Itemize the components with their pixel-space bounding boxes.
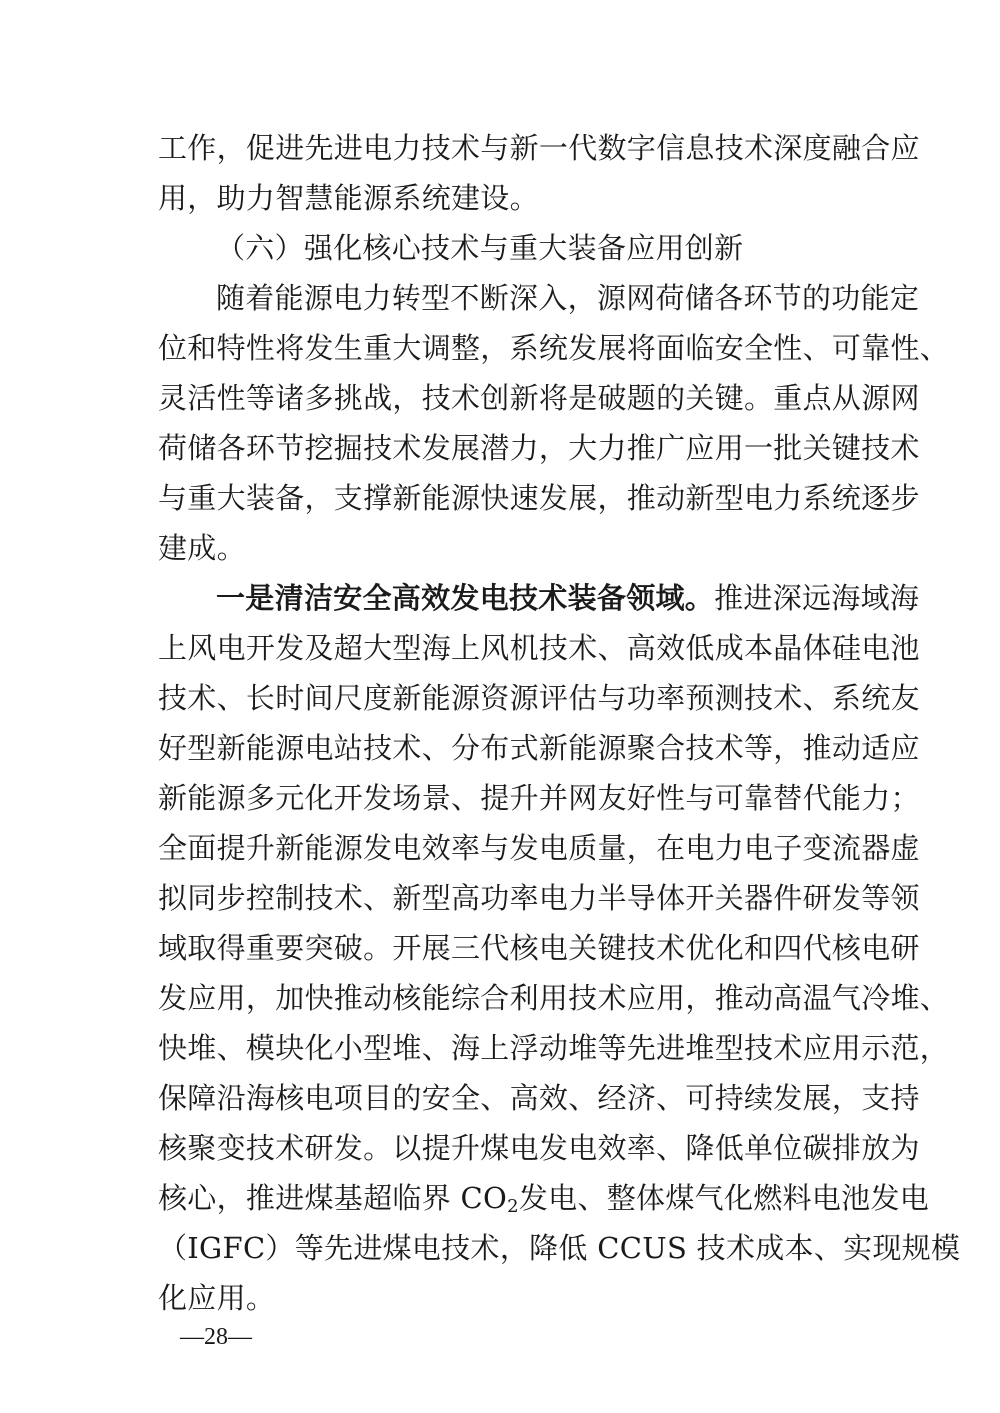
subscript: 2	[507, 1196, 519, 1217]
paragraph-line: 建成。	[158, 531, 246, 565]
paragraph-line: 位和特性将发生重大调整，系统发展将面临安全性、可靠性、	[158, 331, 950, 365]
paragraph-line: 快堆、模块化小型堆、海上浮动堆等先进堆型技术应用示范，	[158, 1031, 950, 1065]
paragraph-text: 推进深远海域海	[714, 581, 920, 615]
paragraph-line: 全面提升新能源发电效率与发电质量，在电力电子变流器虚	[158, 831, 920, 865]
paragraph-line: 保障沿海核电项目的安全、高效、经济、可持续发展，支持	[158, 1081, 920, 1115]
paragraph-line: 拟同步控制技术、新型高功率电力半导体开关器件研发等领	[158, 881, 920, 915]
paragraph-line: 灵活性等诸多挑战，技术创新将是破题的关键。重点从源网	[158, 381, 920, 415]
paragraph-line: 化应用。	[158, 1281, 276, 1315]
paragraph-line	[158, 1178, 930, 1218]
paragraph-line: 核聚变技术研发。以提升煤电发电效率、降低单位碳排放为	[158, 1131, 920, 1165]
page-number: —28—	[180, 1324, 252, 1350]
paragraph-line: 用，助力智慧能源系统建设。	[158, 181, 539, 215]
paragraph-line: 新能源多元化开发场景、提升并网友好性与可靠替代能力；	[158, 781, 920, 815]
paragraph-text: 发电、整体煤气化燃料电池发电	[518, 1181, 930, 1215]
paragraph-line	[216, 578, 920, 618]
paragraph-line: （IGFC）等先进煤电技术，降低 CCUS 技术成本、实现规模	[158, 1231, 961, 1265]
bold-lead-text: 一是清洁安全高效发电技术装备领域。	[216, 581, 715, 615]
paragraph-line: 荷储各环节挖掘技术发展潜力，大力推广应用一批关键技术	[158, 431, 920, 465]
paragraph-line: 工作，促进先进电力技术与新一代数字信息技术深度融合应	[158, 131, 920, 165]
paragraph-line: 技术、长时间尺度新能源资源评估与功率预测技术、系统友	[158, 681, 920, 715]
paragraph-line: 上风电开发及超大型海上风机技术、高效低成本晶体硅电池	[158, 631, 920, 665]
paragraph-line: 与重大装备，支撑新能源快速发展，推动新型电力系统逐步	[158, 481, 920, 515]
section-heading: （六）强化核心技术与重大装备应用创新	[216, 231, 744, 265]
paragraph-line: 好型新能源电站技术、分布式新能源聚合技术等，推动适应	[158, 731, 920, 765]
paragraph-line: 发应用，加快推动核能综合利用技术应用，推动高温气冷堆、	[158, 981, 950, 1015]
paragraph-line: 随着能源电力转型不断深入，源网荷储各环节的功能定	[216, 281, 920, 315]
paragraph-line: 域取得重要突破。开展三代核电关键技术优化和四代核电研	[158, 931, 920, 965]
paragraph-text: 核心，推进煤基超临界 CO	[158, 1181, 508, 1215]
